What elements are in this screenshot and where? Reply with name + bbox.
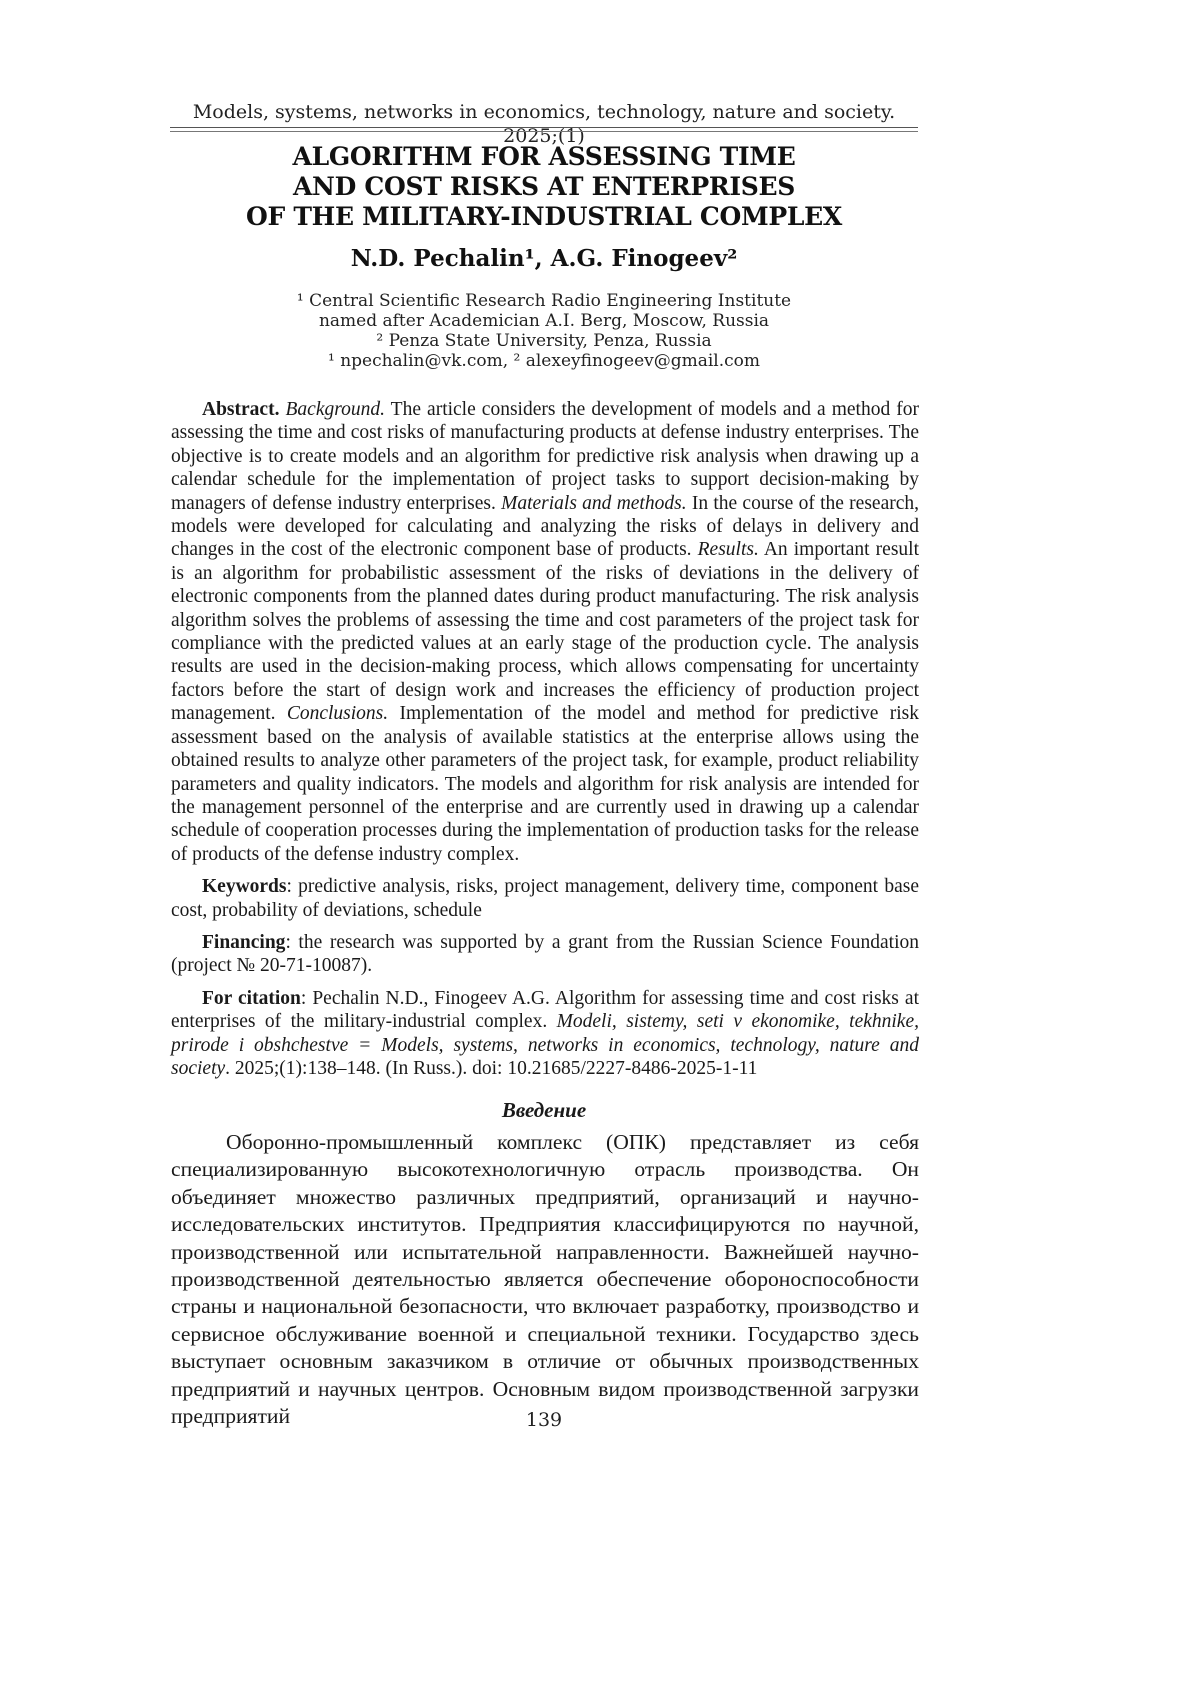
keywords-label: Keywords: [202, 876, 287, 898]
abstract-label: Abstract.: [202, 399, 280, 420]
background-label: Background.: [285, 399, 385, 420]
affiliations: [170, 291, 918, 371]
citation-text: : Pechalin N.D., Finogeev A.G. Algorithm for assessing time and cost risks at enterprises of the military-industrial complex.: [171, 987, 919, 1033]
financing-label: Financing: [202, 931, 286, 953]
financing-text: : the research was supported by a grant from the Russian Science Foundation (project № 20-71-10087).: [171, 931, 919, 977]
email-line: ¹ npechalin@vk.com, ² alexeyfinogeev@gmail.com: [327, 351, 761, 371]
title-line: ALGORITHM FOR ASSESSING TIME: [292, 142, 796, 171]
introduction-paragraph: Оборонно-промышленный комплекс (ОПК) представляет из себя специализированную высокотехнологичную отрасль производства. Он объединяет множество различных предприятий, организаций и научно-исследовательских институтов. Предприятия классифицируются по научной, производственной или испытательной направленности. Важнейшей научно-производственной деятельностью является обеспечение обороноспособности страны и национальной безопасности, что включает разработку, производство и сервисное обслуживание военной и специальной техники. Государство здесь выступает основным заказчиком в отличие от обычных производственных предприятий и научных центров. Основным видом производственной загрузки предприятий: [171, 1130, 919, 1429]
conclusions-text: Implementation of the model and method for predictive risk assessment based on the analysis of available statistics at the enterprise allows using the obtained results to analyze other parameters of the project task, for example, product reliability parameters and quality indicators. The models and algorithm for risk analysis are intended for the management personnel of the enterprise and are currently used in drawing up a calendar schedule of cooperation processes during the implementation of production tasks for the release of products of the defense industry complex.: [171, 703, 920, 865]
article-title: [170, 142, 918, 232]
results-label: Results.: [697, 539, 759, 561]
abstract-section: [171, 398, 919, 1080]
results-text: An important result is an algorithm for probabilistic assessment of the risks of deviations in the delivery of electronic components from the planned dates during product manufacturing. The risk analysis algorithm solves the problems of assessing the time and cost parameters of the project task for compliance with the predicted values at an early stage of the production cycle. The analysis results are used in the decision-making process, which allows compensating for uncertainty factors before the start of design work and increases the efficiency of production project management.: [171, 539, 919, 725]
running-header: Models, systems, networks in economics, technology, nature and society. 2025;(1): [192, 101, 896, 147]
methods-label: Materials and methods.: [501, 492, 687, 514]
citation-tail: . 2025;(1):138–148. (In Russ.). doi: 10.21685/2227-8486-2025-1-11: [225, 1057, 758, 1079]
financing-paragraph: [171, 931, 919, 978]
citation-label: For citation: [202, 987, 301, 1009]
page-number: 139: [525, 1409, 563, 1431]
background-text: The article considers the development of models and a method for assessing the time and cost risks of manufacturing products at defense industry enterprises. The objective is to create models and an algorithm for predictive risk analysis when drawing up a calendar schedule for the implementation of project tasks to support decision-making by managers of defense industry enterprises.: [171, 399, 920, 514]
title-line: OF THE MILITARY-INDUSTRIAL COMPLEX: [245, 202, 842, 231]
introduction-heading: Введение: [501, 1098, 587, 1122]
affiliation-line: named after Academician A.I. Berg, Moscow, Russia: [318, 311, 770, 331]
citation-paragraph: [171, 987, 919, 1081]
citation-journal: Modeli, sistemy, seti v ekonomike, tekhnike, prirode i obshchestve = Models, systems, networks in economics, technology, nature and society: [171, 1011, 919, 1079]
header-rule-thin: [170, 131, 918, 132]
authors: N.D. Pechalin¹, A.G. Finogeev²: [350, 245, 738, 272]
introduction-section: [171, 1129, 919, 1430]
conclusions-label: Conclusions.: [286, 703, 389, 725]
keywords-text: : predictive analysis, risks, project management, delivery time, component base cost, probability of deviations, schedule: [171, 876, 919, 921]
affiliation-line: ¹ Central Scientific Research Radio Engineering Institute: [296, 291, 792, 311]
methods-text: In the course of the research, models were developed for calculating and analyzing the risks of delays in delivery and changes in the cost of the electronic component base of products.: [171, 492, 920, 561]
title-line: AND COST RISKS AT ENTERPRISES: [292, 172, 796, 201]
affiliation-line: ² Penza State University, Penza, Russia: [376, 331, 712, 351]
keywords-paragraph: [171, 875, 919, 922]
abstract-paragraph: [171, 398, 919, 866]
header-rule: [170, 127, 918, 128]
